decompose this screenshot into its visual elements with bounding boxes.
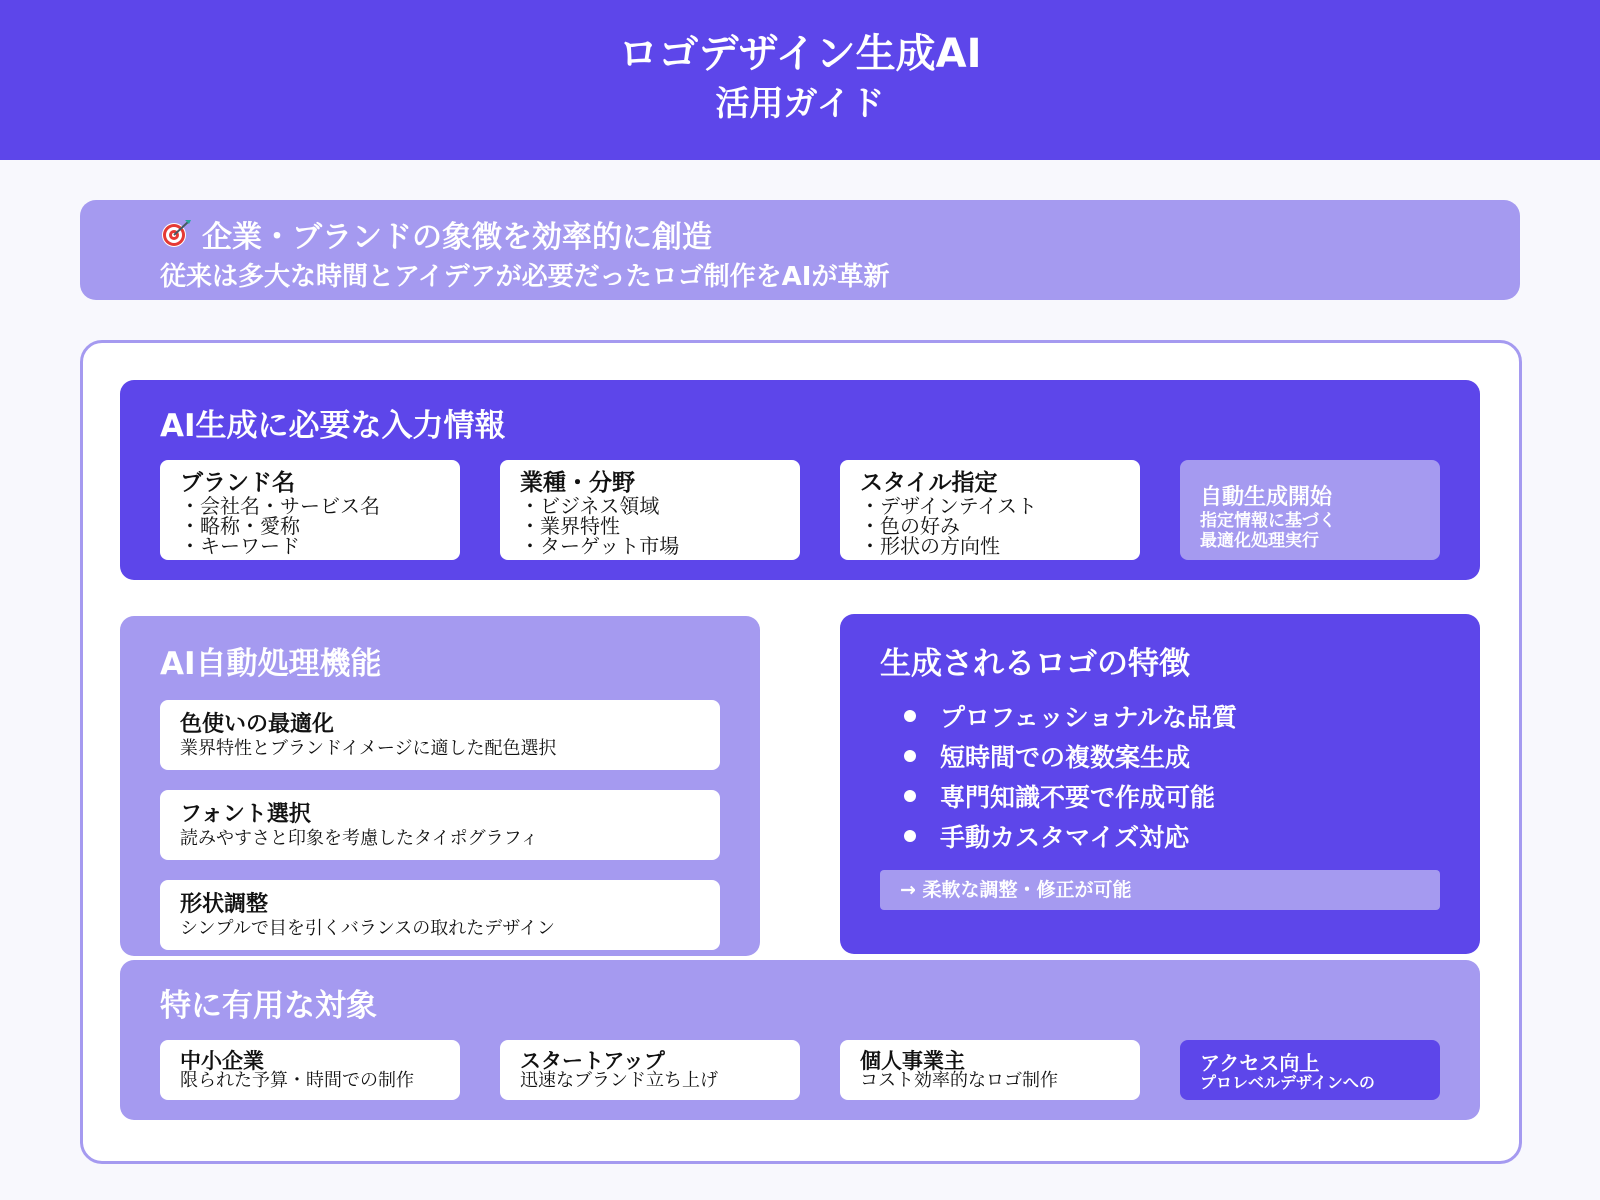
target-section [120, 960, 1480, 1120]
features-section-title: 生成されるロゴの特徴 [880, 646, 1190, 682]
card-desc: 限られた予算・時間での制作 [180, 1070, 414, 1091]
card-desc: コスト効率的なロゴ制作 [860, 1070, 1058, 1091]
page-header [0, 0, 1600, 160]
card-desc: 迅速なブランド立ち上げ [520, 1070, 718, 1091]
feature-item: 短時間での複数案生成 [904, 738, 1190, 774]
card-item: ・略称・愛称 [180, 514, 300, 538]
card-item: ・デザインテイスト [860, 494, 1037, 518]
input-section [120, 380, 1480, 580]
access-desc: プロレベルデザインへの [1200, 1073, 1375, 1092]
bullet-icon [904, 790, 916, 802]
features-note: → 柔軟な調整・修正が可能 [880, 870, 1440, 910]
input-section-title: AI生成に必要な入力情報 [160, 408, 506, 444]
bullet-icon [904, 710, 916, 722]
bullet-icon [904, 750, 916, 762]
auto-card-font [160, 790, 720, 860]
card-item: ・ターゲット市場 [520, 534, 680, 558]
target-card-startup [500, 1040, 800, 1100]
card-title: ブランド名 [180, 470, 295, 496]
auto-start-line1: 指定情報に基づく [1200, 511, 1336, 531]
target-card-sme [160, 1040, 460, 1100]
access-title: アクセス向上 [1200, 1051, 1320, 1075]
input-card-industry [500, 460, 800, 560]
auto-section-title: AI自動処理機能 [160, 646, 382, 682]
card-title: スタートアップ [520, 1049, 665, 1073]
card-title: 個人事業主 [860, 1049, 965, 1073]
card-item: ・業界特性 [520, 514, 620, 538]
feature-item: 手動カスタマイズ対応 [904, 818, 1189, 854]
card-title: 中小企業 [180, 1049, 264, 1073]
feature-item: プロフェッショナルな品質 [904, 698, 1237, 734]
tagline-description: 従来は多大な時間とアイデアが必要だったロゴ制作をAIが革新 [160, 262, 890, 292]
card-title: スタイル指定 [860, 470, 998, 496]
card-title: 形状調整 [180, 892, 269, 917]
features-section [840, 614, 1480, 954]
tagline-banner [80, 200, 1520, 300]
target-section-title: 特に有用な対象 [160, 988, 377, 1024]
auto-card-shape [160, 880, 720, 950]
card-desc: シンプルで目を引くバランスの取れたデザイン [180, 918, 556, 939]
page-title: ロゴデザイン生成AI [618, 31, 982, 77]
page-subtitle: 活用ガイド [715, 84, 885, 124]
card-desc: 業界特性とブランドイメージに適した配色選択 [180, 738, 557, 759]
card-item: ・ビジネス領域 [520, 494, 660, 518]
input-card-brand-name [160, 460, 460, 560]
auto-card-color [160, 700, 720, 770]
access-improvement-box [1180, 1040, 1440, 1100]
auto-start-title: 自動生成開始 [1200, 485, 1333, 510]
target-icon [160, 218, 192, 250]
feature-item: 専門知識不要で作成可能 [904, 778, 1215, 814]
tagline-headline: 企業・ブランドの象徴を効率的に創造 [202, 220, 712, 255]
card-item: ・キーワード [180, 534, 300, 558]
card-title: 色使いの最適化 [180, 712, 335, 737]
card-item: ・会社名・サービス名 [180, 494, 380, 518]
input-card-style [840, 460, 1140, 560]
card-title: 業種・分野 [520, 470, 635, 496]
auto-start-line2: 最適化処理実行 [1200, 531, 1319, 551]
card-item: ・色の好み [860, 514, 960, 538]
card-title: フォント選択 [180, 802, 311, 827]
auto-processing-section [120, 616, 760, 956]
bullet-icon [904, 830, 916, 842]
auto-generate-start-box [1180, 460, 1440, 560]
target-card-sole-proprietor [840, 1040, 1140, 1100]
card-desc: 読みやすさと印象を考慮したタイポグラフィ [180, 828, 539, 849]
card-item: ・形状の方向性 [860, 534, 1000, 558]
